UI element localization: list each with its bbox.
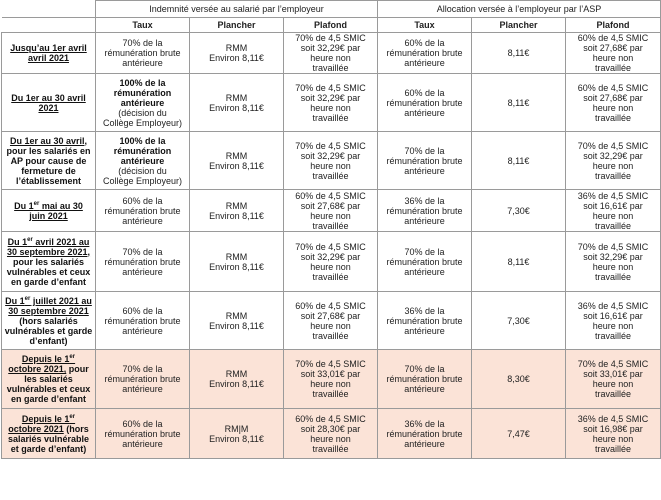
employee-plancher-cell: [190, 190, 284, 232]
employee-plafond-cell-line: 70% de 4,5 SMIC: [295, 359, 366, 369]
asp-plafond-cell-line: travaillée: [595, 170, 632, 181]
employee-plafond-cell-line: travaillée: [312, 271, 349, 282]
table-row: [2, 292, 661, 350]
employee-taux-cell-line: 70% de la: [122, 38, 163, 48]
asp-plafond-cell: [566, 190, 661, 232]
period-line: [4, 434, 93, 444]
employee-taux-cell-line: antérieure: [122, 58, 163, 68]
period-underlined: Du 1er juillet 2021 au: [5, 295, 92, 306]
employee-plafond-cell-line: 60% de 4,5 SMIC: [295, 190, 366, 201]
asp-taux-cell-line: antérieure: [404, 325, 445, 336]
table-row: [2, 409, 661, 459]
period-text: et garde d’enfant): [10, 443, 87, 454]
asp-plafond-cell-line: travaillée: [595, 330, 632, 341]
period-line: [4, 277, 93, 287]
asp-taux-cell-line: 60% de la: [404, 87, 445, 98]
header-group-employee: Indemnité versée au salarié par l’employeur: [96, 1, 378, 18]
table-row: [2, 132, 661, 190]
header-taux-asp: Taux: [378, 18, 472, 33]
asp-plafond-cell-line: 36% de 4,5 SMIC: [577, 413, 649, 424]
employee-plafond-cell-line: heure non: [310, 53, 351, 63]
employee-plafond-cell-line: heure non: [310, 261, 351, 272]
asp-taux-cell-line: rémunération brute: [386, 256, 463, 267]
period-line: [4, 414, 93, 424]
asp-plafond-cell-line: heure non: [592, 102, 634, 113]
period-line: [4, 267, 93, 277]
asp-taux-cell-line: rémunération brute: [386, 205, 463, 216]
asp-taux-cell: [378, 409, 472, 459]
header-group-asp: Allocation versée à l’employeur par l’ASP: [378, 1, 661, 18]
employee-taux-bold-line: rémunération: [113, 87, 172, 98]
period-cell: [2, 132, 96, 190]
employee-plancher-cell: [190, 132, 284, 190]
asp-plafond-cell-line: travaillée: [595, 443, 632, 454]
asp-plafond-cell-line: travaillée: [595, 271, 632, 282]
employee-taux-cell-line: rémunération brute: [104, 48, 181, 58]
period-line: [4, 394, 93, 404]
asp-taux-cell-line: antérieure: [404, 384, 445, 394]
period-cell: [2, 232, 96, 292]
employee-plancher-cell-line: Environ 8,11€: [209, 210, 264, 221]
activity-partielle-table: [1, 0, 661, 459]
employee-plafond-cell-line: 70% de 4,5 SMIC: [295, 33, 366, 43]
employee-plafond-cell-line: travaillée: [312, 170, 349, 181]
employee-plafond-cell-line: heure non: [310, 433, 351, 444]
asp-plafond-cell-line: 70% de 4,5 SMIC: [577, 140, 649, 151]
employee-plafond-cell-line: travaillée: [312, 63, 349, 73]
employee-taux-note-line: (décision du: [118, 107, 167, 118]
period-text: d’enfant): [29, 335, 68, 346]
asp-taux-cell-line: 36% de la: [404, 305, 445, 316]
period-text: fermeture de: [21, 165, 76, 176]
asp-plafond-cell-line: soit 16,61€ par: [583, 200, 643, 211]
period-underlined-cont: mai au 30: [39, 200, 83, 211]
employee-plafond-cell: [284, 292, 378, 350]
period-line: [4, 211, 93, 221]
employee-plafond-cell-line: travaillée: [312, 443, 349, 454]
employee-plancher-cell-line: Environ 8,11€: [209, 102, 264, 113]
employee-plancher-cell-line: RMM: [225, 92, 248, 103]
employee-plafond-cell-line: soit 33,01€ par: [300, 369, 361, 379]
employee-plancher-cell-line: RM|M: [224, 423, 249, 434]
period-line: [4, 444, 93, 454]
employee-taux-bold-line: 100% de la: [119, 77, 166, 88]
period-underlined: 30 septembre 2021,: [6, 246, 91, 257]
period-text: AP pour cause de: [10, 155, 87, 166]
employee-taux-cell-line: rémunération brute: [104, 374, 181, 384]
asp-plafond-cell-line: 70% de 4,5 SMIC: [577, 359, 649, 369]
employee-plafond-cell-line: soit 27,68€ par: [300, 310, 361, 321]
period-line: [4, 424, 93, 434]
employee-taux-cell: [96, 33, 190, 74]
employee-taux-cell-line: rémunération brute: [104, 205, 181, 216]
period-underlined: octobre 2021: [8, 423, 64, 434]
asp-taux-cell-line: rémunération brute: [386, 315, 463, 326]
period-cell: [2, 33, 96, 74]
asp-plafond-cell-line: 36% de 4,5 SMIC: [577, 190, 649, 201]
employee-taux-cell-line: antérieure: [122, 266, 163, 277]
asp-plancher-cell: 8,11€: [472, 33, 566, 74]
asp-plafond-cell: [566, 350, 661, 409]
period-line: [4, 176, 93, 186]
period-cell: [2, 409, 96, 459]
asp-plafond-cell: [566, 409, 661, 459]
employee-plancher-cell: [190, 74, 284, 132]
asp-taux-cell-line: rémunération brute: [386, 97, 463, 108]
asp-plafond-cell-line: soit 27,68€ par: [583, 43, 643, 53]
asp-plancher-cell: 8,30€: [472, 350, 566, 409]
asp-plancher-cell: 8,11€: [472, 74, 566, 132]
employee-taux-cell-line: antérieure: [122, 438, 163, 449]
period-line: [4, 374, 93, 384]
employee-taux-cell-line: 60% de la: [122, 305, 163, 316]
period-sup: er: [69, 413, 76, 420]
period-line: [4, 384, 93, 394]
employee-plafond-cell-line: 60% de 4,5 SMIC: [295, 413, 366, 424]
employee-taux-bold-line: antérieure: [120, 155, 165, 166]
table-row: [2, 33, 661, 74]
period-line: [4, 156, 93, 166]
asp-plafond-cell-line: travaillée: [595, 63, 632, 73]
asp-taux-cell-line: antérieure: [404, 58, 445, 68]
asp-taux-cell-line: 70% de la: [404, 145, 445, 156]
employee-plafond-cell-line: travaillée: [312, 330, 349, 341]
asp-plafond-cell-line: travaillée: [595, 112, 632, 123]
period-line: [4, 296, 93, 306]
employee-plancher-cell-line: Environ 8,11€: [209, 320, 264, 331]
asp-plafond-cell-line: heure non: [592, 261, 634, 272]
employee-plafond-cell-line: travaillée: [312, 389, 349, 399]
period-line: [4, 306, 93, 316]
asp-plafond-cell: [566, 232, 661, 292]
employee-plafond-cell-line: heure non: [310, 102, 351, 113]
table-row: [2, 74, 661, 132]
asp-taux-cell: [378, 190, 472, 232]
employee-plancher-cell-line: Environ 8,11€: [209, 379, 264, 389]
period-text: pour les salariés en: [6, 145, 91, 156]
employee-plancher-cell-line: RMM: [225, 150, 248, 161]
asp-taux-cell: [378, 292, 472, 350]
asp-plafond-cell-line: heure non: [592, 379, 634, 389]
employee-taux-cell-line: antérieure: [122, 215, 163, 226]
asp-plancher-cell: 7,30€: [472, 190, 566, 232]
employee-plancher-cell-line: RMM: [225, 43, 248, 53]
period-underlined: avril 2021: [27, 53, 70, 63]
employee-taux-bold-line: 100% de la: [119, 135, 166, 146]
employee-plancher-cell-line: RMM: [225, 200, 248, 211]
period-underlined: Depuis le 1er: [21, 354, 76, 364]
employee-plafond-cell-line: 70% de 4,5 SMIC: [295, 241, 366, 252]
asp-plafond-cell-line: travaillée: [595, 220, 632, 231]
asp-plafond-cell: [566, 292, 661, 350]
employee-taux-cell: [96, 74, 190, 132]
employee-taux-cell-line: antérieure: [122, 325, 163, 336]
period-text: vulnérables et ceux: [6, 266, 91, 277]
period-line: [4, 146, 93, 156]
period-text: l’établissement: [15, 175, 82, 186]
employee-plafond-cell-line: 70% de 4,5 SMIC: [295, 140, 366, 151]
employee-plancher-cell-line: RMM: [225, 369, 248, 379]
asp-taux-cell-line: antérieure: [404, 215, 445, 226]
period-underlined: Du 1er avril 2021 au: [7, 236, 90, 247]
table-row: [2, 350, 661, 409]
employee-plafond-cell-line: soit 32,29€ par: [300, 43, 361, 53]
asp-plafond-cell-line: soit 32,29€ par: [583, 251, 643, 262]
employee-plafond-cell: [284, 190, 378, 232]
asp-plancher-cell: 7,47€: [472, 409, 566, 459]
asp-plafond-cell-line: 60% de 4,5 SMIC: [577, 82, 649, 93]
asp-plafond-cell-line: 60% de 4,5 SMIC: [577, 33, 649, 43]
employee-taux-cell-line: 70% de la: [122, 246, 163, 257]
period-line: [4, 326, 93, 336]
asp-taux-cell: [378, 33, 472, 74]
asp-plafond-cell-line: heure non: [592, 433, 634, 444]
header-taux-employee: Taux: [96, 18, 190, 33]
period-underlined: Jusqu’au 1er avril: [10, 43, 87, 53]
employee-plancher-cell: [190, 409, 284, 459]
header-plafond-asp: Plafond: [566, 18, 661, 33]
employee-plafond-cell-line: heure non: [310, 160, 351, 171]
employee-plafond-cell: [284, 409, 378, 459]
asp-taux-cell: [378, 74, 472, 132]
table-row: [2, 232, 661, 292]
asp-plafond-cell-line: heure non: [592, 160, 634, 171]
employee-plafond-cell: [284, 33, 378, 74]
employee-plafond-cell-line: heure non: [310, 210, 351, 221]
period-line: [4, 136, 93, 146]
employee-plancher-cell: [190, 33, 284, 74]
period-line: [4, 364, 93, 374]
asp-plafond-cell-line: 36% de 4,5 SMIC: [577, 300, 649, 311]
period-line: [4, 93, 93, 103]
asp-plafond-cell-line: soit 16,98€ par: [583, 423, 643, 434]
employee-taux-cell-line: rémunération brute: [104, 256, 181, 267]
period-line: [4, 201, 93, 211]
period-line: [4, 53, 93, 63]
asp-taux-cell-line: 70% de la: [404, 246, 445, 257]
employee-plafond-cell: [284, 74, 378, 132]
employee-taux-bold-line: rémunération: [113, 145, 172, 156]
asp-plafond-cell: [566, 74, 661, 132]
period-sup: er: [27, 236, 33, 243]
period-text: vulnérables et ceux: [6, 384, 91, 394]
employee-plafond-cell-line: soit 32,29€ par: [300, 92, 361, 103]
asp-plafond-cell-line: heure non: [592, 210, 634, 221]
employee-plafond-cell-line: soit 27,68€ par: [300, 200, 361, 211]
period-line: [4, 247, 93, 257]
period-underlined: octobre 2021,: [8, 364, 67, 374]
period-text: pour les salariés: [12, 256, 85, 267]
asp-taux-cell-line: antérieure: [404, 165, 445, 176]
header-plafond-employee: Plafond: [284, 18, 378, 33]
asp-taux-cell-line: rémunération brute: [386, 428, 463, 439]
employee-plancher-cell-line: Environ 8,11€: [209, 160, 264, 171]
period-cell: [2, 74, 96, 132]
asp-plafond-cell-line: heure non: [592, 53, 634, 63]
asp-plancher-cell: 8,11€: [472, 132, 566, 190]
employee-taux-note-line: (décision du: [118, 165, 167, 176]
employee-plancher-cell-line: Environ 8,11€: [209, 433, 264, 444]
period-text: pour: [66, 364, 89, 374]
period-text: les salariés: [24, 374, 73, 384]
period-underlined: Du 1er au 30 avril: [11, 92, 86, 103]
period-line: [4, 316, 93, 326]
asp-plafond-cell-line: soit 16,61€ par: [583, 310, 643, 321]
period-text: vulnérables et garde: [4, 325, 93, 336]
corner-cell-2: [2, 18, 96, 33]
employee-taux-cell-line: antérieure: [122, 384, 163, 394]
asp-plafond-cell: [566, 132, 661, 190]
asp-taux-cell-line: 36% de la: [404, 195, 445, 206]
period-underlined: Du 1er au 30 avril,: [9, 135, 88, 146]
period-sup: er: [24, 295, 31, 302]
employee-plafond-cell-line: soit 28,30€ par: [300, 423, 361, 434]
asp-taux-cell-line: rémunération brute: [386, 155, 463, 166]
period-text: (hors salariés: [19, 315, 78, 326]
employee-plafond-cell-line: soit 32,29€ par: [300, 251, 361, 262]
asp-plafond-cell-line: heure non: [592, 320, 634, 331]
asp-taux-cell-line: rémunération brute: [386, 48, 463, 58]
period-text: en garde d’enfant: [10, 394, 86, 404]
period-text: (hors: [63, 423, 89, 434]
employee-plancher-cell: [190, 232, 284, 292]
employee-plafond-cell-line: heure non: [310, 320, 351, 331]
employee-plafond-cell-line: heure non: [310, 379, 351, 389]
period-text: en garde d’enfant: [10, 276, 86, 287]
asp-taux-cell-line: antérieure: [404, 266, 445, 277]
employee-taux-cell-line: 60% de la: [122, 418, 163, 429]
asp-taux-cell-line: rémunération brute: [386, 374, 463, 384]
employee-plafond-cell-line: 60% de 4,5 SMIC: [295, 300, 366, 311]
employee-plancher-cell-line: Environ 8,11€: [209, 53, 264, 63]
asp-plancher-cell: 8,11€: [472, 232, 566, 292]
period-cell: [2, 190, 96, 232]
asp-taux-cell: [378, 350, 472, 409]
period-line: [4, 354, 93, 364]
asp-taux-cell-line: antérieure: [404, 438, 445, 449]
period-underlined: juin 2021: [29, 210, 68, 221]
period-line: [4, 103, 93, 113]
employee-taux-cell-line: 70% de la: [122, 364, 163, 374]
asp-taux-cell-line: 36% de la: [404, 418, 445, 429]
asp-taux-cell-line: 70% de la: [404, 364, 445, 374]
corner-cell: [2, 1, 96, 18]
period-underlined: 2021: [38, 102, 59, 113]
period-line: [4, 166, 93, 176]
asp-plafond-cell: [566, 33, 661, 74]
table-row: [2, 190, 661, 232]
employee-taux-cell: [96, 409, 190, 459]
employee-taux-cell: [96, 232, 190, 292]
asp-plafond-cell-line: soit 33,01€ par: [583, 369, 643, 379]
period-underlined-cont: avril 2021 au: [32, 236, 90, 247]
employee-plafond-cell-line: 70% de 4,5 SMIC: [295, 82, 366, 93]
period-line: [4, 43, 93, 53]
asp-taux-cell: [378, 232, 472, 292]
asp-plafond-cell-line: 70% de 4,5 SMIC: [577, 241, 649, 252]
employee-plancher-cell-line: Environ 8,11€: [209, 261, 264, 272]
employee-plafond-cell-line: soit 32,29€ par: [300, 150, 361, 161]
header-plancher-employee: Plancher: [190, 18, 284, 33]
employee-plafond-cell-line: travaillée: [312, 112, 349, 123]
employee-taux-cell-line: 60% de la: [122, 195, 163, 206]
period-line: [4, 336, 93, 346]
employee-taux-bold-line: antérieure: [120, 97, 165, 108]
employee-taux-note-line: Collège Employeur): [102, 117, 183, 128]
employee-taux-cell: [96, 350, 190, 409]
employee-taux-cell: [96, 292, 190, 350]
employee-plancher-cell: [190, 292, 284, 350]
employee-taux-cell: [96, 132, 190, 190]
header-plancher-asp: Plancher: [472, 18, 566, 33]
employee-plafond-cell: [284, 132, 378, 190]
employee-taux-cell-line: rémunération brute: [104, 315, 181, 326]
period-underlined-cont: juillet 2021 au: [30, 295, 92, 306]
period-sup: er: [33, 200, 40, 207]
employee-taux-note-line: Collège Employeur): [102, 175, 183, 186]
period-line: [4, 237, 93, 247]
asp-taux-cell-line: antérieure: [404, 107, 445, 118]
employee-taux-cell-line: rémunération brute: [104, 428, 181, 439]
period-cell: [2, 350, 96, 409]
employee-plafond-cell-line: travaillée: [312, 220, 349, 231]
period-underlined: Du 1er mai au 30: [14, 200, 83, 211]
period-sup: er: [69, 354, 76, 360]
period-text: salariés vulnérable: [7, 433, 90, 444]
employee-plancher-cell-line: RMM: [225, 251, 248, 262]
asp-plafond-cell-line: soit 27,68€ par: [583, 92, 643, 103]
employee-plancher-cell-line: RMM: [225, 310, 248, 321]
period-cell: [2, 292, 96, 350]
asp-plafond-cell-line: soit 32,29€ par: [583, 150, 643, 161]
asp-taux-cell-line: 60% de la: [404, 38, 445, 48]
employee-taux-cell: [96, 190, 190, 232]
asp-taux-cell: [378, 132, 472, 190]
period-line: [4, 257, 93, 267]
period-underlined: 30 septembre 2021: [8, 305, 89, 316]
period-underlined: Depuis le 1er: [21, 413, 76, 424]
asp-plafond-cell-line: travaillée: [595, 389, 632, 399]
employee-plafond-cell: [284, 232, 378, 292]
asp-plancher-cell: 7,30€: [472, 292, 566, 350]
employee-plafond-cell: [284, 350, 378, 409]
employee-plancher-cell: [190, 350, 284, 409]
